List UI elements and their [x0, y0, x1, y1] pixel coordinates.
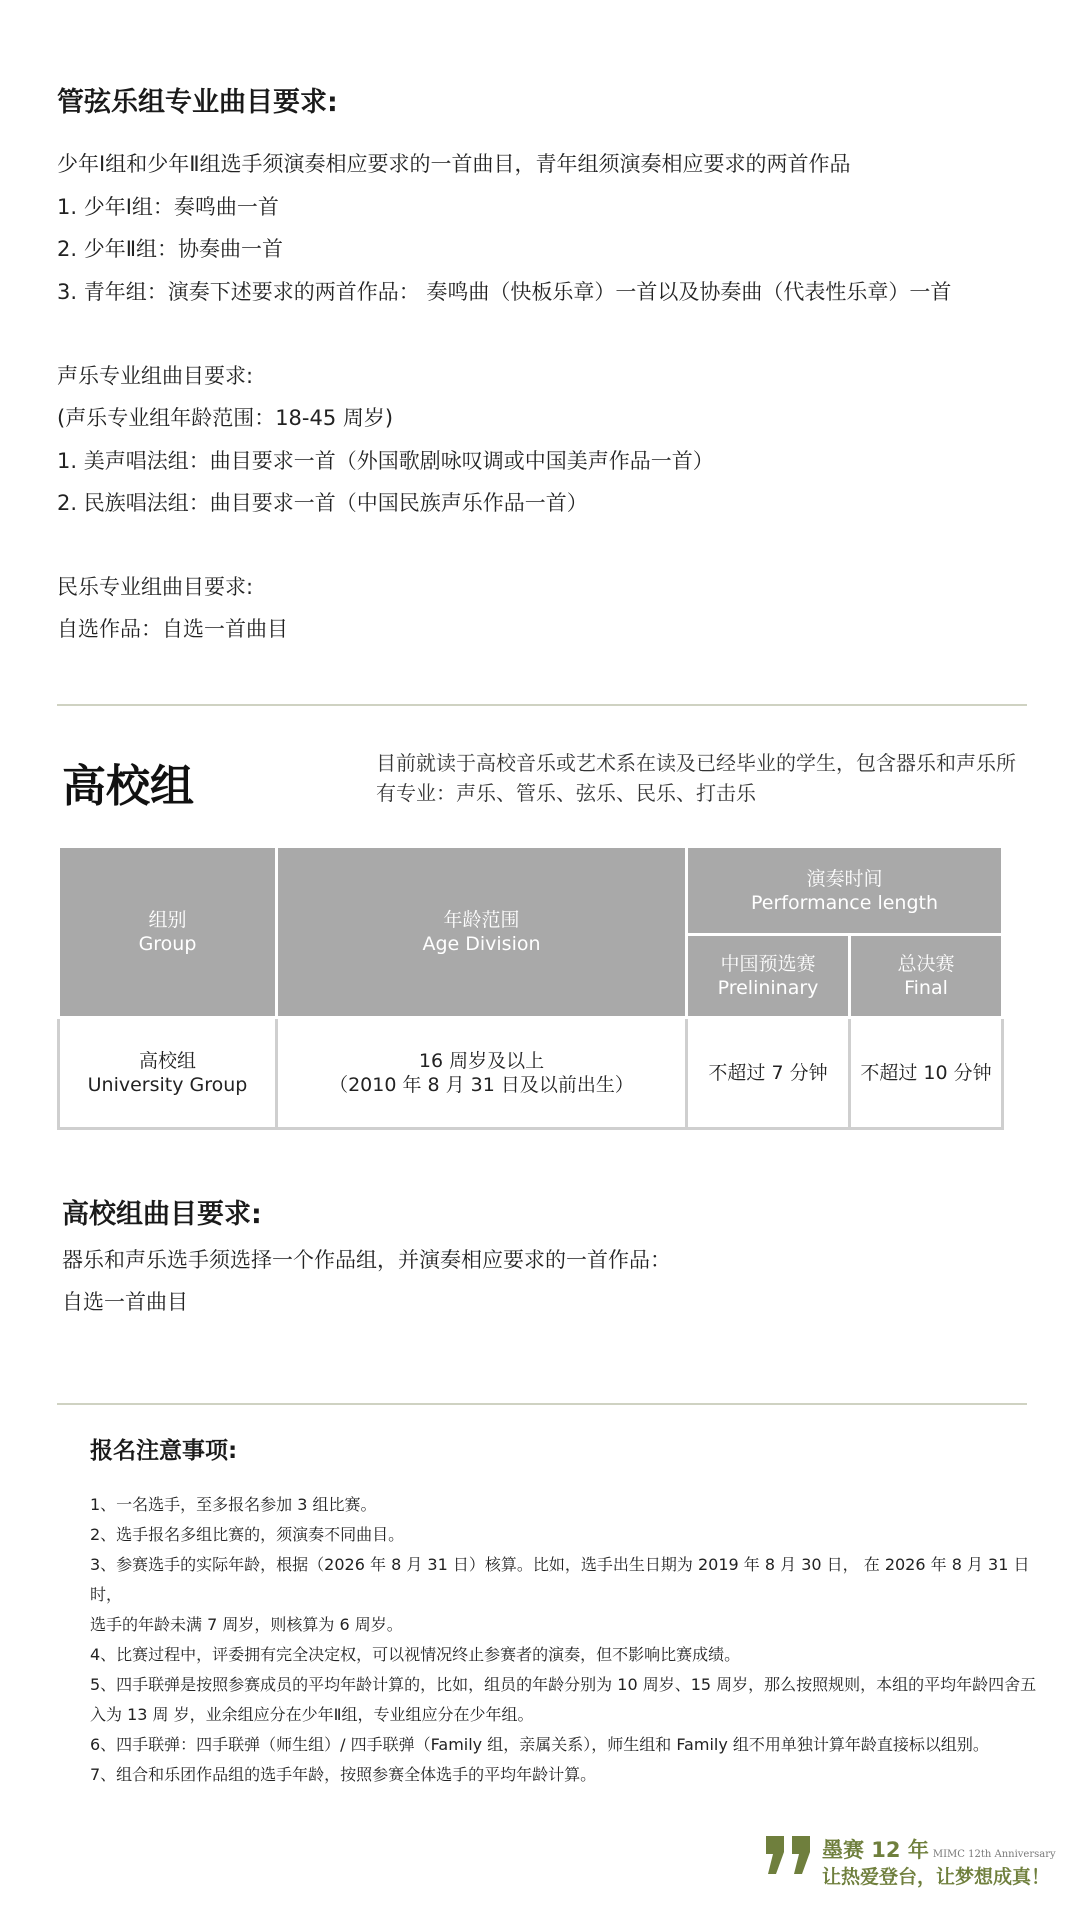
note-line: 5、四手联弹是按照参赛成员的平均年龄计算的，比如，组员的年龄分别为 10 周岁、15 周岁，那么按照规则，本组的平均年龄四舍五 — [90, 1675, 1037, 1694]
cell-group-cn: 高校组 — [138, 1050, 196, 1072]
quote-mark-icon — [762, 1832, 818, 1878]
note-line: 入为 13 周 岁，业余组应分在少年Ⅱ组，专业组应分在少年组。 — [90, 1705, 534, 1724]
header-final-cn: 总决赛 — [897, 953, 955, 975]
note-line: 7、组合和乐团作品组的选手年龄，按照参赛全体选手的平均年龄计算。 — [90, 1765, 597, 1784]
university-description: 目前就读于高校音乐或艺术系在读及已经毕业的学生，包含器乐和声乐所有专业：声乐、管乐、弦乐、民乐、打击乐 — [376, 751, 1016, 805]
cell-age-line1: 16 周岁及以上 — [418, 1050, 545, 1072]
folk-item: 自选作品：自选一首曲目 — [57, 617, 288, 641]
cell-age-line2: （2010 年 8 月 31 日及以前出生） — [329, 1074, 634, 1096]
note-line: 3、参赛选手的实际年龄，根据（2026 年 8 月 31 日）核算。比如，选手出生日期为 2019 年 8 月 30 日， 在 2026 年 8 月 31 日时， — [90, 1555, 1030, 1604]
header-age — [277, 847, 687, 1018]
notes-title: 报名注意事项: — [90, 1438, 238, 1464]
vocal-item: 1. 美声唱法组：曲目要求一首（外国歌剧咏叹调或中国美声作品一首） — [57, 449, 714, 473]
wind-string-item: 1. 少年Ⅰ组：奏鸣曲一首 — [57, 195, 279, 219]
header-group-cn: 组别 — [148, 909, 187, 931]
university-heading: 高校组 — [62, 761, 194, 812]
note-line: 6、四手联弹：四手联弹（师生组）/ 四手联弹（Family 组，亲属关系），师生组和 Family 组不用单独计算年龄直接标以组别。 — [90, 1735, 989, 1754]
header-group — [59, 847, 277, 1018]
section-divider — [57, 1403, 1027, 1405]
cell-group — [59, 1018, 277, 1129]
university-rep-line: 自选一首曲目 — [62, 1290, 188, 1314]
university-table — [57, 845, 1004, 1130]
cell-age — [277, 1018, 687, 1129]
header-prelim-en: Prelininary — [717, 977, 819, 999]
wind-string-intro: 少年Ⅰ组和少年Ⅱ组选手须演奏相应要求的一首曲目，青年组须演奏相应要求的两首作品 — [57, 152, 851, 176]
note-line: 选手的年龄未满 7 周岁，则核算为 6 周岁。 — [90, 1615, 403, 1634]
notes-list — [90, 1490, 1050, 1790]
cell-final: 不超过 10 分钟 — [850, 1018, 1003, 1129]
header-final-en: Final — [904, 977, 948, 999]
header-performance-length — [687, 847, 1003, 935]
table-row — [59, 1018, 1003, 1129]
section-title-wind-string: 管弦乐组专业曲目要求: — [57, 87, 338, 118]
vocal-title: 声乐专业组曲目要求: — [57, 364, 254, 388]
logo-subtitle: MIMC 12th Anniversary — [932, 1849, 1056, 1860]
cell-preliminary: 不超过 7 分钟 — [687, 1018, 850, 1129]
vocal-age-range: (声乐专业组年龄范围：18-45 周岁) — [57, 406, 394, 430]
university-rep-title: 高校组曲目要求: — [62, 1199, 262, 1230]
note-line: 2、选手报名多组比赛的，须演奏不同曲目。 — [90, 1525, 405, 1544]
header-age-en: Age Division — [422, 933, 541, 955]
header-prelim-cn: 中国预选赛 — [720, 953, 816, 975]
wind-string-item: 2. 少年Ⅱ组：协奏曲一首 — [57, 237, 284, 261]
note-line: 1、一名选手，至多报名参加 3 组比赛。 — [90, 1495, 377, 1514]
header-time-en: Performance length — [751, 891, 939, 914]
header-time-cn: 演奏时间 — [806, 867, 883, 890]
section-divider — [57, 704, 1027, 706]
logo-title: 墨赛 12 年 — [822, 1838, 929, 1862]
logo-slogan: 让热爱登台，让梦想成真！ — [822, 1866, 1051, 1888]
logo-line1 — [822, 1834, 1056, 1864]
note-line: 4、比赛过程中，评委拥有完全决定权，可以视情况终止参赛者的演奏，但不影响比赛成绩。 — [90, 1645, 741, 1664]
folk-title: 民乐专业组曲目要求: — [57, 575, 254, 599]
university-rep-line: 器乐和声乐选手须选择一个作品组，并演奏相应要求的一首作品： — [62, 1248, 671, 1272]
cell-group-en: University Group — [87, 1074, 248, 1096]
header-preliminary — [687, 935, 850, 1018]
header-age-cn: 年龄范围 — [443, 909, 520, 931]
header-group-en: Group — [138, 933, 197, 955]
wind-string-item: 3. 青年组：演奏下述要求的两首作品： 奏鸣曲（快板乐章）一首以及协奏曲（代表性乐章）一首 — [57, 280, 952, 304]
vocal-item: 2. 民族唱法组：曲目要求一首（中国民族声乐作品一首） — [57, 491, 588, 515]
header-final — [850, 935, 1003, 1018]
